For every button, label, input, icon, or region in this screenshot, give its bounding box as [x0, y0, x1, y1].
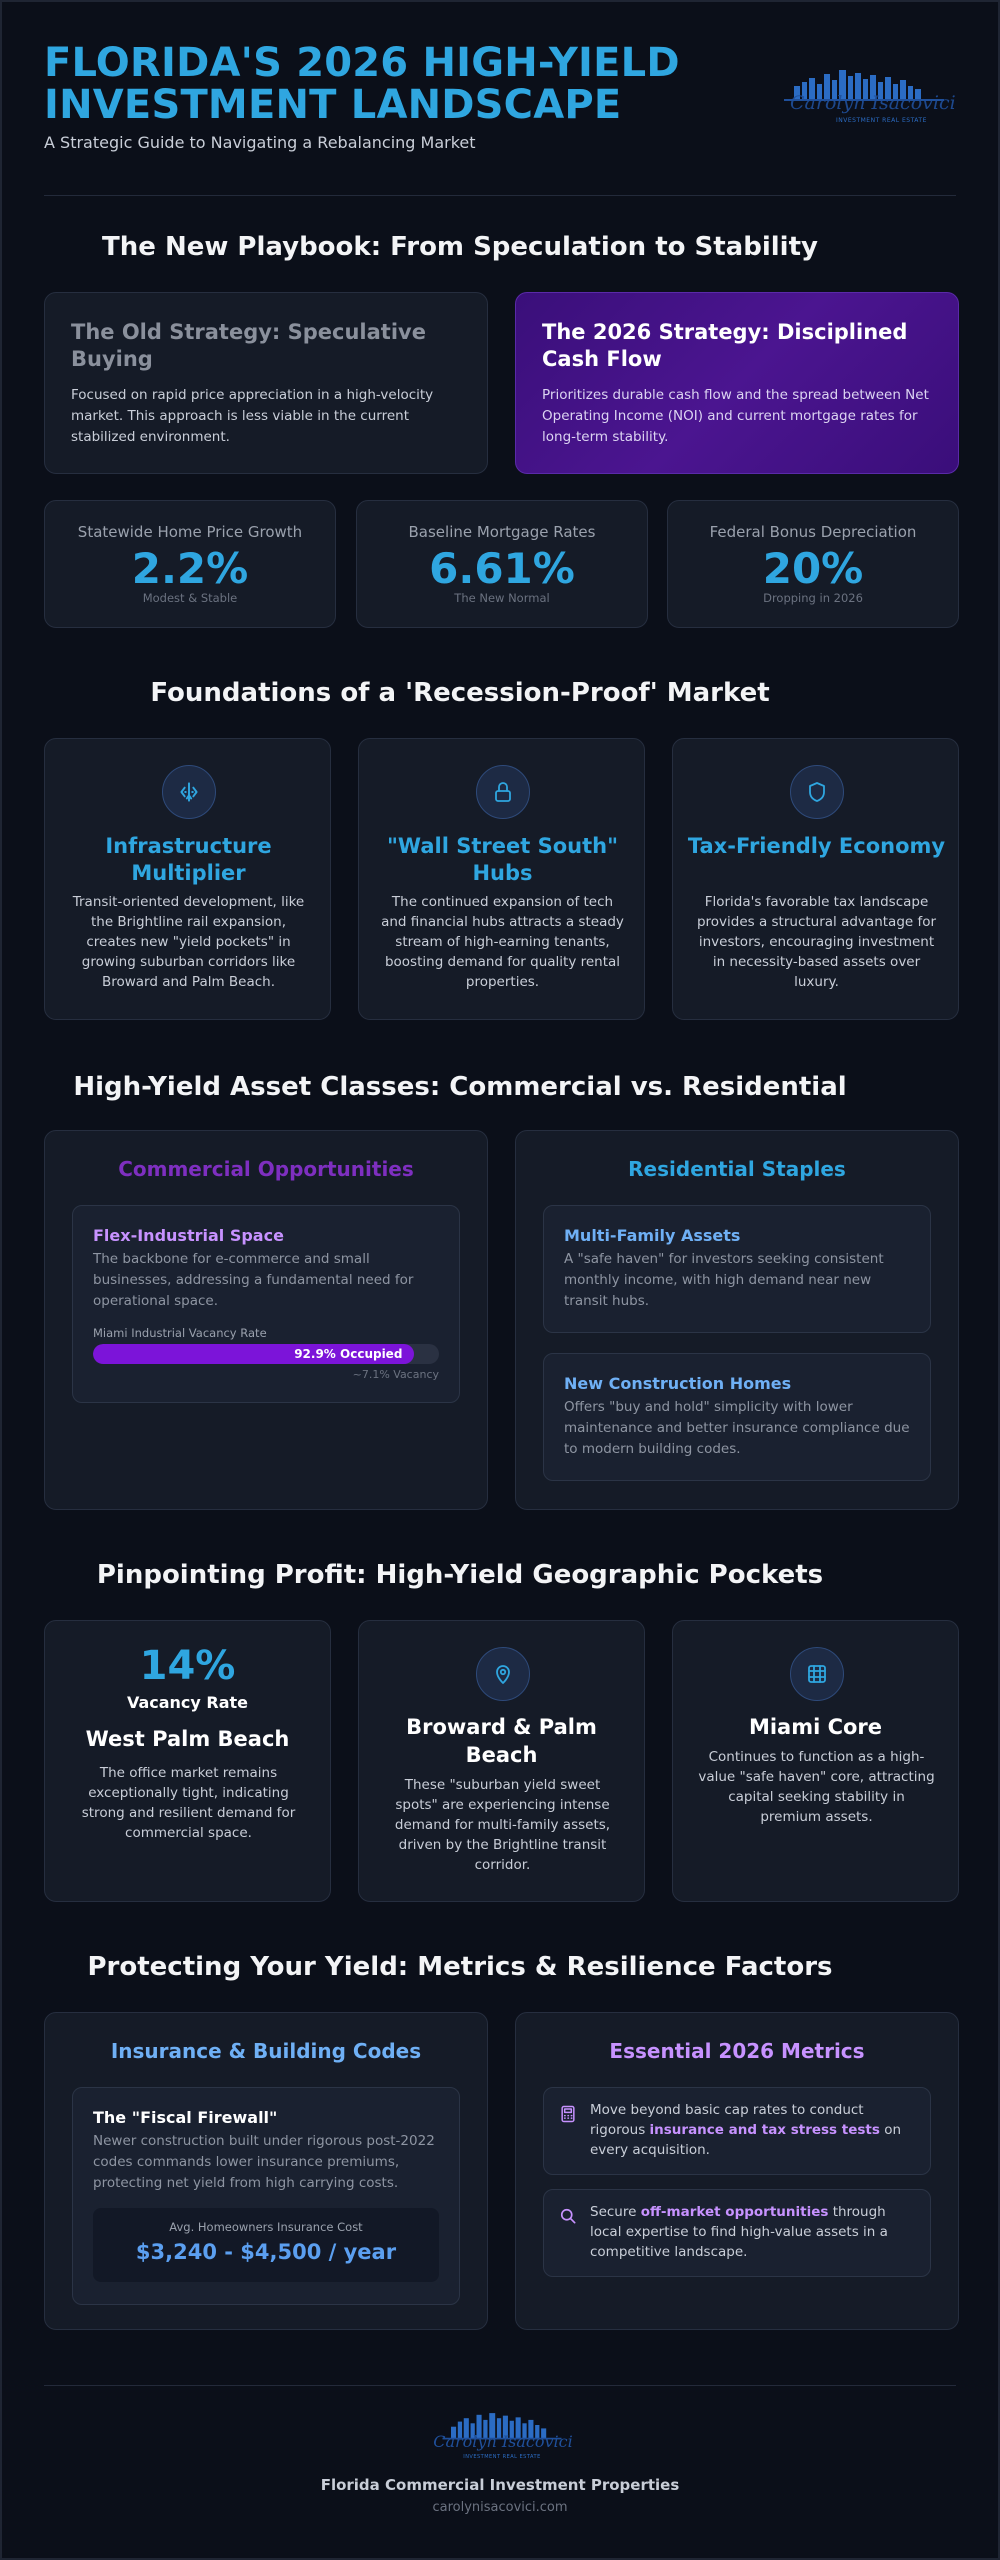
occupancy-bar-fill: 92.9% Occupied: [93, 1344, 414, 1364]
insurance-column: [44, 2012, 488, 2330]
stat-value: 20%: [762, 544, 864, 593]
metrics-column: [515, 2012, 959, 2330]
title-line-2: INVESTMENT LANDSCAPE: [44, 82, 622, 128]
residential-column: [515, 1130, 959, 1510]
metric-text-post: through local expertise to find high-value assets in a competitive landscape.: [590, 2204, 888, 2260]
metric-text: [590, 2100, 914, 2160]
foundation-card-wall-street-south: [358, 738, 645, 1020]
metric-item-off-market: [543, 2189, 931, 2277]
stat-value: 6.61%: [429, 544, 575, 593]
stat-note: Modest & Stable: [142, 591, 238, 605]
lock-icon: [476, 765, 530, 819]
calculator-icon: [558, 2104, 578, 2128]
stat-label: Statewide Home Price Growth: [77, 523, 303, 541]
main-title: [44, 42, 684, 126]
logo-tagline: INVESTMENT REAL ESTATE: [836, 117, 927, 124]
footer-logo-tagline: INVESTMENT REAL ESTATE: [463, 2454, 541, 2460]
footer-website[interactable]: carolynisacovici.com: [432, 2500, 568, 2515]
stat-card-depreciation: [667, 500, 959, 628]
foundation-card-infrastructure: [44, 738, 331, 1020]
new-construction-title: New Construction Homes: [564, 1374, 792, 1393]
vacancy-bar-label: Miami Industrial Vacancy Rate: [93, 1326, 267, 1340]
foundation-text: Transit-oriented development, like the Brightline rail expansion, creates new "yield pockets" in growing suburban corridors like Broward and Palm Beach.: [72, 894, 305, 990]
foundation-title: "Wall Street South" Hubs: [386, 834, 619, 885]
new-construction-text: Offers "buy and hold" simplicity with lower maintenance and better insurance compliance due to modern building codes.: [564, 1399, 910, 1457]
section-title-asset-classes: High-Yield Asset Classes: Commercial vs. Residential: [73, 1072, 847, 1102]
foundation-title: Infrastructure Multiplier: [105, 834, 272, 885]
vacancy-note: ~7.1% Vacancy: [352, 1368, 439, 1381]
commercial-column: [44, 1130, 488, 1510]
insurance-cost-value: $3,240 - $4,500 / year: [135, 2240, 397, 2264]
foundation-text: Florida's favorable tax landscape provides a structural advantage for investors, encouraging investment in necessity-based assets over luxury.: [696, 894, 937, 990]
stat-label: Federal Bonus Depreciation: [709, 523, 917, 541]
geo-vacancy-label: Vacancy Rate: [126, 1693, 249, 1712]
geo-card-miami-core: [672, 1620, 959, 1902]
flex-industrial-title: Flex-Industrial Space: [93, 1226, 284, 1245]
footer-logo-script: Carolyn Isacovici: [433, 2432, 573, 2451]
title-line-1: FLORIDA'S 2026 HIGH-YIELD: [44, 40, 680, 86]
section-title-foundations: Foundations of a 'Recession-Proof' Market: [150, 678, 770, 708]
footer-logo: [422, 2408, 582, 2464]
metric-text: [590, 2202, 914, 2262]
metric-text-post: on every acquisition.: [590, 2122, 902, 2158]
metric-highlight: insurance and tax stress tests: [649, 2122, 880, 2138]
foundation-title: Tax-Friendly Economy: [687, 834, 946, 858]
geo-title: Broward & Palm Beach: [406, 1715, 597, 1767]
metrics-title: Essential 2026 Metrics: [609, 2039, 865, 2063]
stat-card-mortgage-rates: [356, 500, 648, 628]
foundation-card-tax-friendly: [672, 738, 959, 1020]
header: [44, 2, 956, 196]
geo-title: West Palm Beach: [85, 1727, 290, 1751]
logo-script-text: Carolyn Isacovici: [790, 92, 956, 114]
brand-logo: [776, 64, 956, 132]
section-title-geo: Pinpointing Profit: High-Yield Geographic Pockets: [96, 1560, 824, 1590]
new-strategy-text: Prioritizes durable cash flow and the spread between Net Operating Income (NOI) and current mortgage rates for long-term stability.: [542, 387, 929, 445]
shield-icon: [790, 765, 844, 819]
new-strategy-title: The 2026 Strategy: Disciplined Cash Flow: [542, 320, 908, 371]
rail-expansion-icon: [162, 765, 216, 819]
geo-vacancy-stat: 14%: [139, 1643, 236, 1689]
foundation-text: The continued expansion of tech and financial hubs attracts a steady stream of high-earning tenants, boosting demand for quality rental properties.: [381, 894, 624, 990]
footer-company: Florida Commercial Investment Properties: [320, 2476, 680, 2494]
insurance-cost-box: [93, 2208, 439, 2282]
geo-text: The office market remains exceptionally tight, indicating strong and resilient demand for commercial space.: [81, 1765, 296, 1841]
geo-title: Miami Core: [748, 1715, 883, 1739]
commercial-title: Commercial Opportunities: [118, 1157, 414, 1181]
geo-text: These "suburban yield sweet spots" are experiencing intense demand for multi-family assets, driven by the Brightline transit corridor.: [394, 1777, 611, 1873]
metric-text-pre: Move beyond basic cap rates to conduct rigorous: [590, 2102, 864, 2138]
location-pin-icon: [476, 1647, 530, 1701]
flex-industrial-card: [72, 1205, 460, 1403]
footer-divider: [44, 2385, 956, 2386]
insurance-cost-label: Avg. Homeowners Insurance Cost: [169, 2220, 363, 2234]
main-subtitle: A Strategic Guide to Navigating a Rebalancing Market: [44, 133, 476, 152]
old-strategy-text: Focused on rapid price appreciation in a high-velocity market. This approach is less viable in the current stabilized environment.: [71, 387, 434, 445]
section-title-protect: Protecting Your Yield: Metrics & Resilience Factors: [87, 1952, 833, 1982]
geo-card-west-palm-beach: [44, 1620, 331, 1902]
geo-card-broward-palm-beach: [358, 1620, 645, 1902]
new-strategy-card: [515, 292, 959, 474]
search-icon: [558, 2206, 578, 2230]
geo-text: Continues to function as a high-value "safe haven" core, attracting capital seeking stability in premium assets.: [698, 1749, 935, 1825]
section-title-playbook: The New Playbook: From Speculation to Stability: [102, 232, 818, 262]
new-construction-card: [543, 1353, 931, 1481]
fiscal-firewall-text: Newer construction built under rigorous post-2022 codes commands lower insurance premiums, protecting net yield from high carrying costs.: [93, 2133, 435, 2191]
fiscal-firewall-title: The "Fiscal Firewall": [93, 2108, 278, 2127]
residential-title: Residential Staples: [628, 1157, 846, 1181]
flex-industrial-text: The backbone for e-commerce and small businesses, addressing a fundamental need for operational space.: [93, 1251, 414, 1309]
old-strategy-card: [44, 292, 488, 474]
building-grid-icon: [790, 1647, 844, 1701]
stat-note: Dropping in 2026: [763, 591, 863, 605]
occupancy-bar-track: [93, 1344, 439, 1364]
stat-note: The New Normal: [454, 591, 550, 605]
insurance-title: Insurance & Building Codes: [110, 2039, 422, 2063]
stat-card-price-growth: [44, 500, 336, 628]
stat-value: 2.2%: [131, 544, 249, 593]
old-strategy-title: The Old Strategy: Speculative Buying: [71, 320, 426, 371]
metric-text-pre: Secure: [590, 2204, 641, 2220]
stat-label: Baseline Mortgage Rates: [408, 523, 596, 541]
metric-highlight: off-market opportunities: [640, 2204, 829, 2220]
metric-item-stress-tests: [543, 2087, 931, 2175]
fiscal-firewall-card: [72, 2087, 460, 2305]
multi-family-card: [543, 1205, 931, 1333]
multi-family-title: Multi-Family Assets: [564, 1226, 741, 1245]
multi-family-text: A "safe haven" for investors seeking consistent monthly income, with high demand near new transit hubs.: [564, 1251, 884, 1309]
